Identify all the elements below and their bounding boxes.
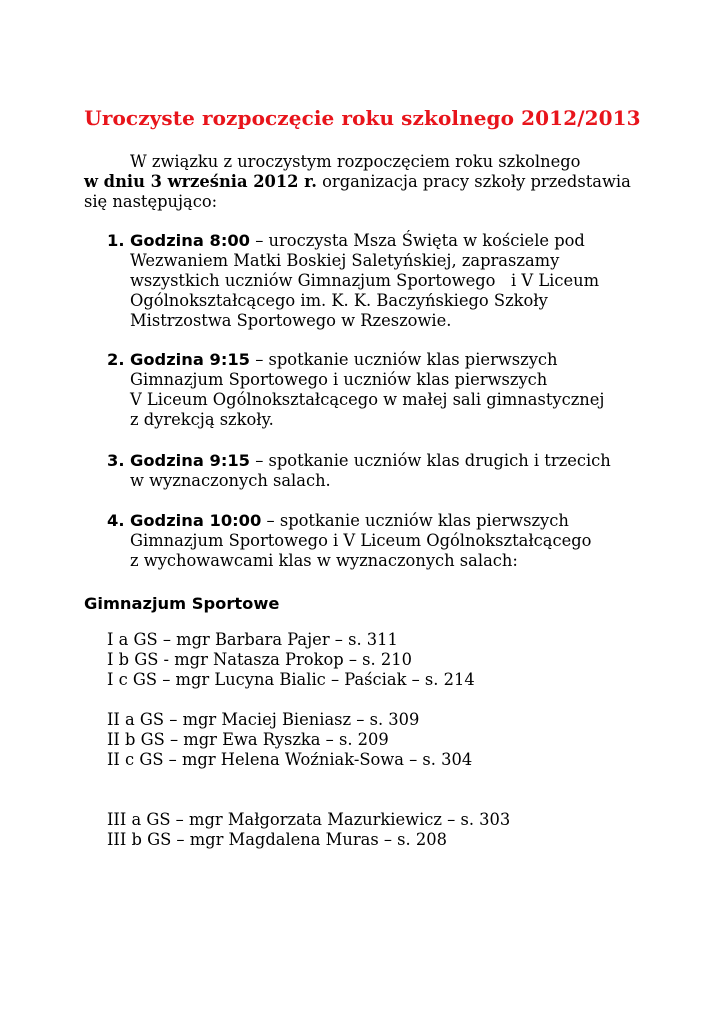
class-line: I b GS - mgr Natasza Prokop – s. 210 (107, 650, 412, 669)
class-line: II c GS – mgr Helena Woźniak-Sowa – s. 304 (107, 750, 473, 769)
class-line: I c GS – mgr Lucyna Bialic – Paściak – s. 214 (107, 670, 475, 689)
intro-paragraph (84, 152, 664, 212)
schedule-number: 3. (107, 451, 125, 470)
class-group-3 (107, 810, 510, 850)
class-line: II b GS – mgr Ewa Ryszka – s. 209 (107, 730, 389, 749)
class-line: III b GS – mgr Magdalena Muras – s. 208 (107, 830, 447, 849)
schedule-number: 4. (107, 511, 125, 530)
class-line: II a GS – mgr Maciej Bieniasz – s. 309 (107, 710, 420, 729)
schedule-item-2: 2. Godzina 9:15 – spotkanie uczniów klas pierwszych Gimnazjum Sportowego i uczniów klas pierwszych V Liceum Ogólnokształcącego w małej sali gimnastycznej z dyrekcją szkoły. (107, 350, 605, 429)
class-line: III a GS – mgr Małgorzata Mazurkiewicz – s. 303 (107, 810, 511, 829)
class-group-1 (107, 630, 475, 690)
section-heading: Gimnazjum Sportowe (84, 594, 280, 613)
schedule-hour: Godzina 8:00 (130, 231, 251, 250)
schedule-hour: Godzina 10:00 (130, 511, 262, 530)
class-line: I a GS – mgr Barbara Pajer – s. 311 (107, 630, 398, 649)
schedule-item-1: 1. Godzina 8:00 – uroczysta Msza Święta w kościele pod Wezwaniem Matki Boskiej Saletyńskiej, zapraszamy wszystkich uczniów Gimnazjum Sportowego i V Liceum Ogólnokształcącego im. K. K. Baczyńskiego Szkoły Mistrzostwa Sportowego w Rzeszowie. (107, 231, 600, 330)
schedule-hour: Godzina 9:15 (130, 350, 251, 369)
page-title: Uroczyste rozpoczęcie roku szkolnego 2012/2013 (84, 106, 641, 130)
schedule-item-4: 4. Godzina 10:00 – spotkanie uczniów klas pierwszych Gimnazjum Sportowego i V Liceum Ogólnokształcącego z wychowawcami klas w wyznaczonych salach: (107, 511, 592, 570)
intro-line-1: W związku z uroczystym rozpoczęciem roku szkolnego (130, 152, 581, 171)
schedule-number: 2. (107, 350, 125, 369)
schedule-number: 1. (107, 231, 125, 250)
class-group-2 (107, 710, 472, 770)
schedule-item-3: 3. Godzina 9:15 – spotkanie uczniów klas drugich i trzecich w wyznaczonych salach. (107, 451, 611, 490)
intro-line-3: się następująco: (84, 192, 218, 211)
intro-date: w dniu 3 września 2012 r. (84, 172, 317, 191)
schedule-hour: Godzina 9:15 (130, 451, 251, 470)
intro-line-2: w dniu 3 września 2012 r. organizacja pracy szkoły przedstawia (84, 172, 631, 191)
